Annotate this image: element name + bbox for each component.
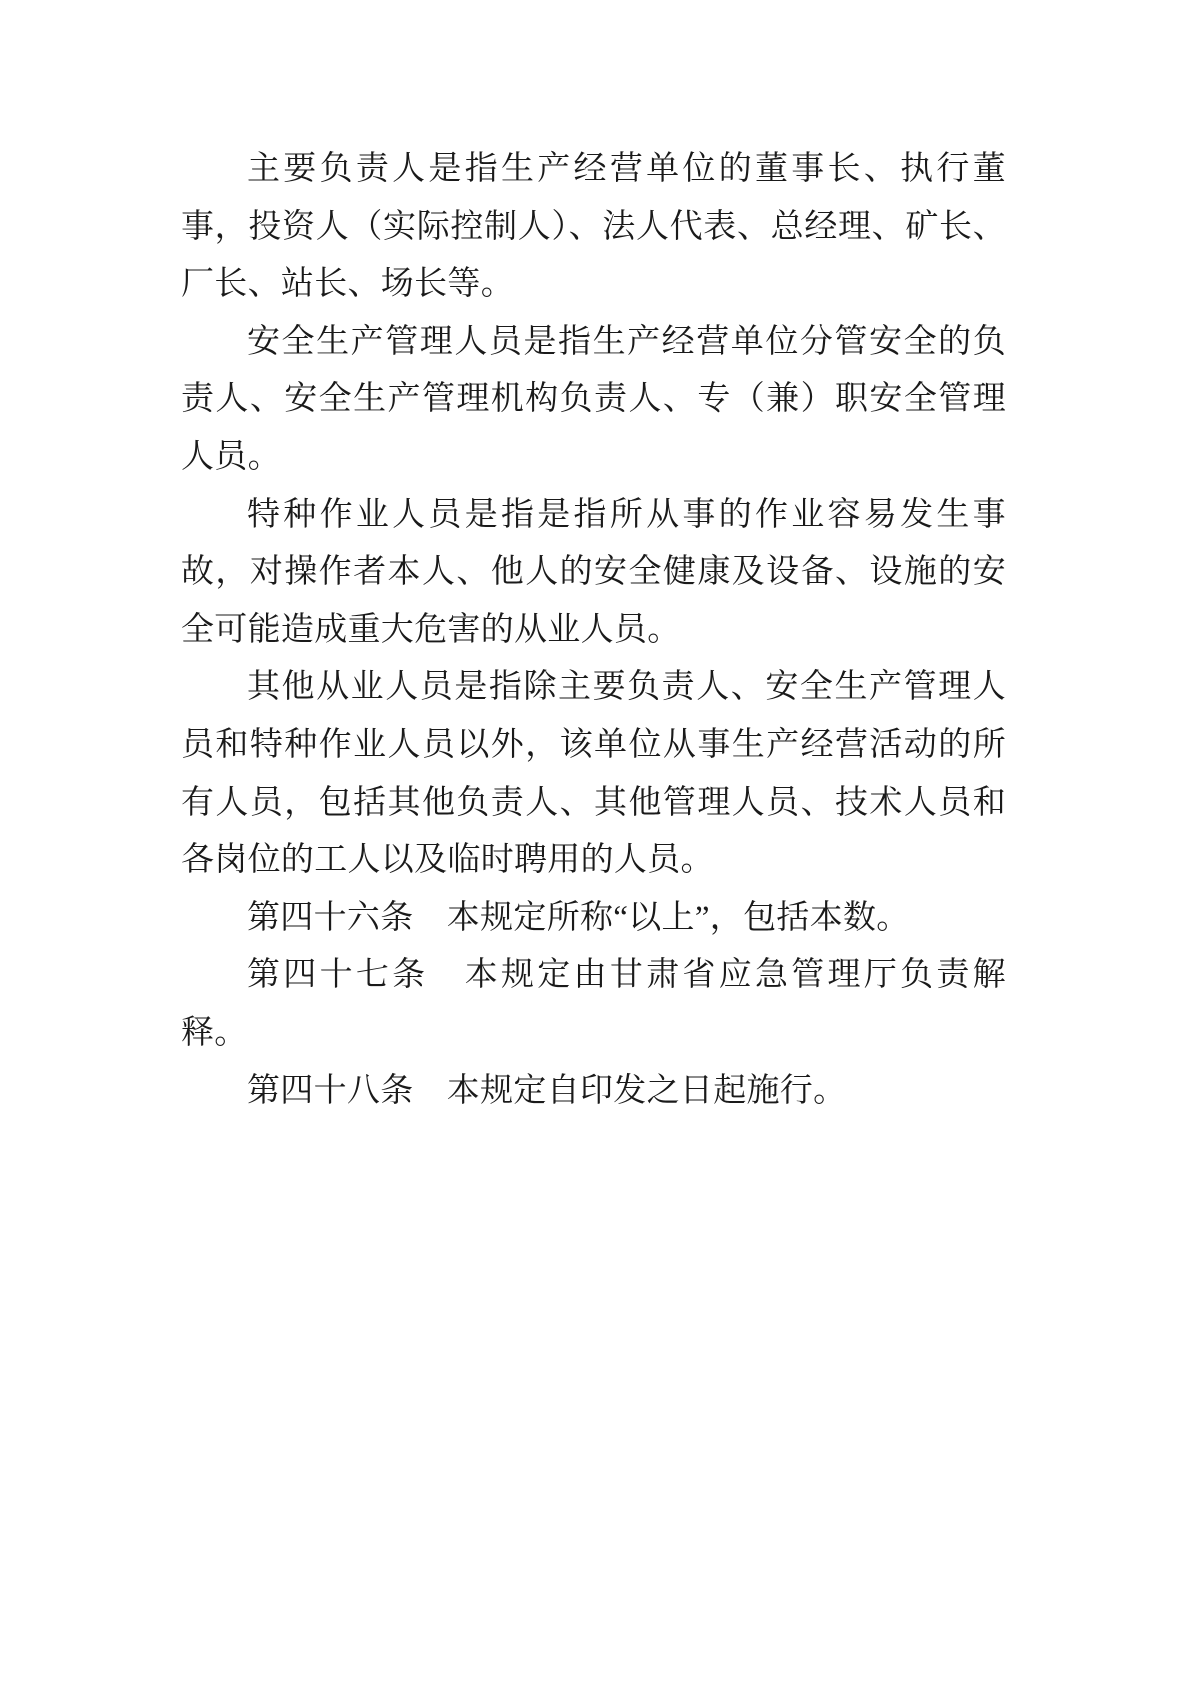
paragraph-definition-other-employees: 其他从业人员是指除主要负责人、安全生产管理人员和特种作业人员以外，该单位从事生产经营活动的所有人员，包括其他负责人、其他管理人员、技术人员和各岗位的工人以及临时聘用的人员。 bbox=[181, 669, 1006, 879]
paragraph-article-47: 第四十七条 本规定由甘肃省应急管理厅负责解释。 bbox=[181, 957, 1006, 1051]
paragraph-definition-main-responsible-person: 主要负责人是指生产经营单位的董事长、执行董事，投资人（实际控制人）、法人代表、总经理、矿长、厂长、站长、场长等。 bbox=[181, 151, 1006, 303]
paragraph-article-48: 第四十八条 本规定自印发之日起施行。 bbox=[247, 1072, 847, 1109]
paragraph-article-46: 第四十六条 本规定所称“以上”，包括本数。 bbox=[247, 899, 910, 936]
document-body bbox=[181, 141, 1006, 1120]
paragraph-definition-special-operations-personnel: 特种作业人员是指是指所从事的作业容易发生事故，对操作者本人、他人的安全健康及设备、设施的安全可能造成重大危害的从业人员。 bbox=[181, 496, 1006, 648]
paragraph-definition-safety-management-personnel: 安全生产管理人员是指生产经营单位分管安全的负责人、安全生产管理机构负责人、专（兼）职安全管理人员。 bbox=[181, 323, 1006, 475]
